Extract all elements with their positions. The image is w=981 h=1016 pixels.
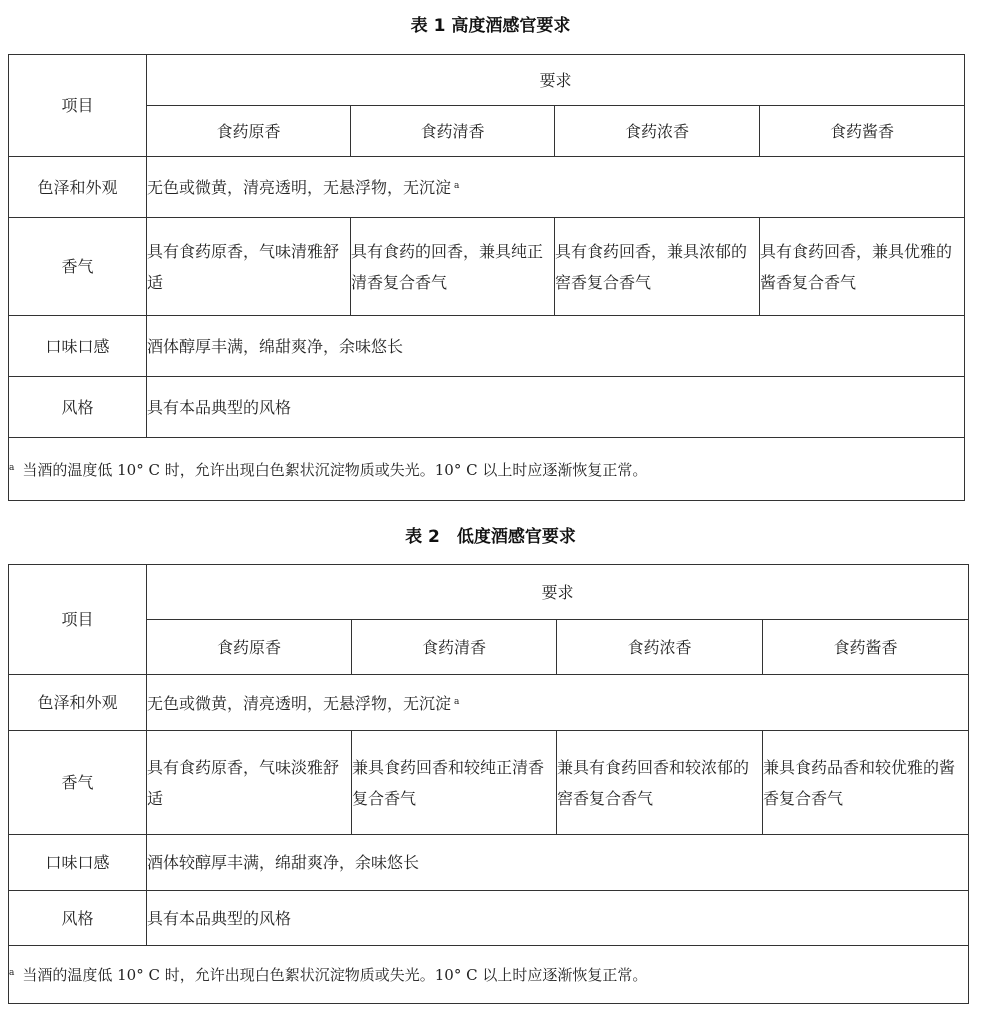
table2 bbox=[8, 564, 969, 1004]
aroma-label: 香气 bbox=[9, 218, 147, 316]
type-header-original: 食药原香 bbox=[147, 106, 351, 157]
footnote-mark: a bbox=[454, 181, 460, 191]
footnote-text: 当酒的温度低 10° C 时，允许出现白色絮状沉淀物质或失光。10° C 以上时应逐渐恢复正常。 bbox=[22, 966, 648, 984]
color-value bbox=[147, 675, 969, 731]
taste-value: 酒体较醇厚丰满，绵甜爽净，余味悠长 bbox=[147, 835, 969, 891]
color-text: 无色或微黄，清亮透明，无悬浮物，无沉淀 bbox=[147, 178, 452, 197]
table1-title: 表 1 高度酒感官要求 bbox=[410, 16, 571, 36]
color-label: 色泽和外观 bbox=[9, 157, 147, 218]
footnote-text: 当酒的温度低 10° C 时，允许出现白色絮状沉淀物质或失光。10° C 以上时应逐渐恢复正常。 bbox=[22, 460, 648, 479]
aroma-value-original: 具有食药原香，气味淡雅舒适 bbox=[147, 731, 352, 835]
color-value bbox=[147, 157, 965, 218]
aroma-value-strong: 兼具有食药回香和较浓郁的窖香复合香气 bbox=[557, 731, 763, 835]
table1 bbox=[8, 54, 965, 501]
style-label: 风格 bbox=[9, 377, 147, 438]
footnote-mark: a bbox=[9, 462, 15, 473]
aroma-value-light: 兼具食药回香和较纯正清香复合香气 bbox=[352, 731, 557, 835]
type-header-light: 食药清香 bbox=[352, 620, 557, 675]
item-header: 项目 bbox=[9, 565, 147, 675]
aroma-value-strong: 具有食药回香，兼具浓郁的窖香复合香气 bbox=[555, 218, 760, 316]
footnote-mark: a bbox=[9, 968, 15, 978]
type-header-light: 食药清香 bbox=[351, 106, 555, 157]
taste-label: 口味口感 bbox=[9, 835, 147, 891]
requirement-header: 要求 bbox=[147, 55, 965, 106]
color-text: 无色或微黄，清亮透明，无悬浮物，无沉淀 bbox=[147, 693, 452, 713]
taste-value: 酒体醇厚丰满，绵甜爽净，余味悠长 bbox=[147, 316, 965, 377]
style-value: 具有本品典型的风格 bbox=[147, 377, 965, 438]
footnote-mark: a bbox=[454, 696, 460, 707]
style-value: 具有本品典型的风格 bbox=[147, 891, 969, 946]
color-label: 色泽和外观 bbox=[9, 675, 147, 731]
type-header-strong: 食药浓香 bbox=[555, 106, 760, 157]
style-label: 风格 bbox=[9, 891, 147, 946]
type-header-sauce: 食药酱香 bbox=[760, 106, 965, 157]
table2-title: 表 2 低度酒感官要求 bbox=[405, 527, 576, 547]
type-header-original: 食药原香 bbox=[147, 620, 352, 675]
footnote bbox=[9, 438, 965, 501]
requirement-header: 要求 bbox=[147, 565, 969, 620]
aroma-value-sauce: 兼具食药品香和较优雅的酱香复合香气 bbox=[763, 731, 969, 835]
item-header: 项目 bbox=[9, 55, 147, 157]
aroma-value-light: 具有食药的回香，兼具纯正清香复合香气 bbox=[351, 218, 555, 316]
type-header-sauce: 食药酱香 bbox=[763, 620, 969, 675]
aroma-label: 香气 bbox=[9, 731, 147, 835]
footnote bbox=[9, 946, 969, 1004]
aroma-value-original: 具有食药原香，气味清雅舒适 bbox=[147, 218, 351, 316]
taste-label: 口味口感 bbox=[9, 316, 147, 377]
aroma-value-sauce: 具有食药回香，兼具优雅的酱香复合香气 bbox=[760, 218, 965, 316]
type-header-strong: 食药浓香 bbox=[557, 620, 763, 675]
